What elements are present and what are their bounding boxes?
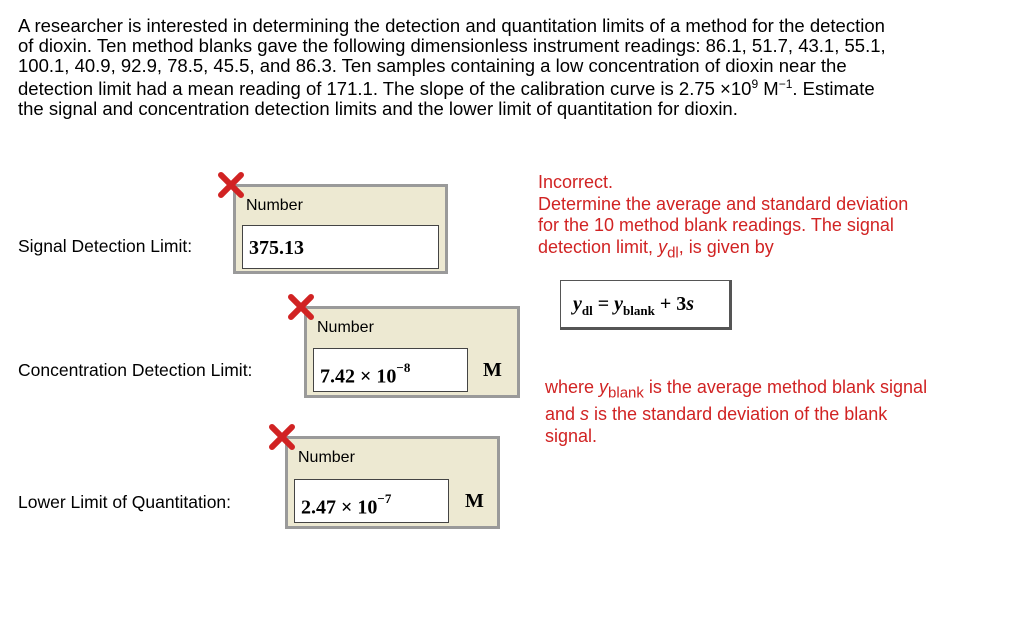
feedback-after-2 <box>545 404 927 426</box>
problem-line-4a: detection limit had a mean reading of 171.1. The slope of the calibration curve is 2.75 ×10 <box>18 78 752 99</box>
signal-detection-limit-input[interactable] <box>242 225 439 269</box>
formula-plus-3: + 3 <box>654 293 687 315</box>
var-y: y <box>658 236 668 257</box>
formula-rhs-sub: blank <box>623 303 655 318</box>
formula-lhs-sub: dl <box>581 303 593 318</box>
feedback-line-2: for the 10 method blank readings. The signal <box>538 215 894 235</box>
feedback-text: , is given by <box>678 236 774 257</box>
var-y: y <box>599 377 609 397</box>
formula-rhs: y <box>614 293 624 315</box>
times-ten: × 10 <box>360 365 397 388</box>
feedback-text: is the standard deviation of the blank <box>589 404 888 425</box>
lower-limit-quantitation-box <box>285 436 500 529</box>
times-ten: × 10 <box>341 496 378 519</box>
concentration-detection-limit-box <box>304 306 520 398</box>
box-title: Number <box>246 197 303 214</box>
incorrect-x-icon <box>286 292 316 322</box>
feedback-line-3 <box>538 237 908 264</box>
concentration-detection-limit-label: Concentration Detection Limit: <box>18 360 253 380</box>
incorrect-x-icon <box>267 422 297 452</box>
feedback-text: is the average method blank signal <box>643 377 928 397</box>
feedback-line-1: Determine the average and standard deviation <box>538 193 909 214</box>
unit-label: M <box>483 359 502 381</box>
answer-exponent: −7 <box>377 491 392 506</box>
formula-box <box>560 280 732 330</box>
box-title: Number <box>317 319 374 336</box>
problem-line-1: A researcher is interested in determining the detection and quantitation limits of a method for the detection <box>18 15 885 36</box>
var-s: s <box>580 404 590 425</box>
incorrect-x-icon <box>216 170 246 200</box>
problem-statement <box>18 16 1008 119</box>
signal-detection-limit-label: Signal Detection Limit: <box>18 236 193 256</box>
exponent-9: 9 <box>751 76 759 91</box>
formula-equals: = <box>592 293 615 315</box>
feedback-after-3: signal. <box>545 425 598 446</box>
feedback-text: detection limit, <box>538 236 659 257</box>
unit-label: M <box>465 490 484 512</box>
lower-limit-quantitation-label: Lower Limit of Quantitation: <box>18 492 232 512</box>
problem-line-2: of dioxin. Ten method blanks gave the following dimensionless instrument readings: 86.1, 51.7, 43.1, 55.1, <box>18 35 886 56</box>
problem-line-4 <box>18 76 1008 99</box>
feedback-status: Incorrect. <box>538 172 614 192</box>
feedback-hint <box>538 172 908 264</box>
formula-s: s <box>686 293 695 315</box>
sub-blank: blank <box>608 384 644 402</box>
exponent-minus-1: −1 <box>778 76 793 91</box>
sub-dl: dl <box>667 244 679 262</box>
concentration-detection-limit-input[interactable] <box>313 348 468 392</box>
feedback-explanation <box>545 377 927 447</box>
answer-exponent: −8 <box>396 360 411 375</box>
answer-mantissa: 7.42 <box>320 365 355 388</box>
answer-value: 375.13 <box>249 237 304 259</box>
problem-line-5: the signal and concentration detection limits and the lower limit of quantitation for dioxin. <box>18 98 738 119</box>
lower-limit-quantitation-input[interactable] <box>294 479 449 523</box>
feedback-text: and <box>545 404 581 425</box>
box-title: Number <box>298 449 355 466</box>
answer-mantissa: 2.47 <box>301 496 336 519</box>
signal-detection-limit-box <box>233 184 448 274</box>
problem-line-4c: . Estimate <box>792 78 875 99</box>
feedback-text: where <box>545 377 600 397</box>
feedback-after-1 <box>545 377 927 404</box>
formula-lhs: y <box>573 293 582 315</box>
unit-m: M <box>758 78 779 99</box>
problem-line-3: 100.1, 40.9, 92.9, 78.5, 45.5, and 86.3. Ten samples containing a low concentration of dioxin near the <box>18 55 847 76</box>
